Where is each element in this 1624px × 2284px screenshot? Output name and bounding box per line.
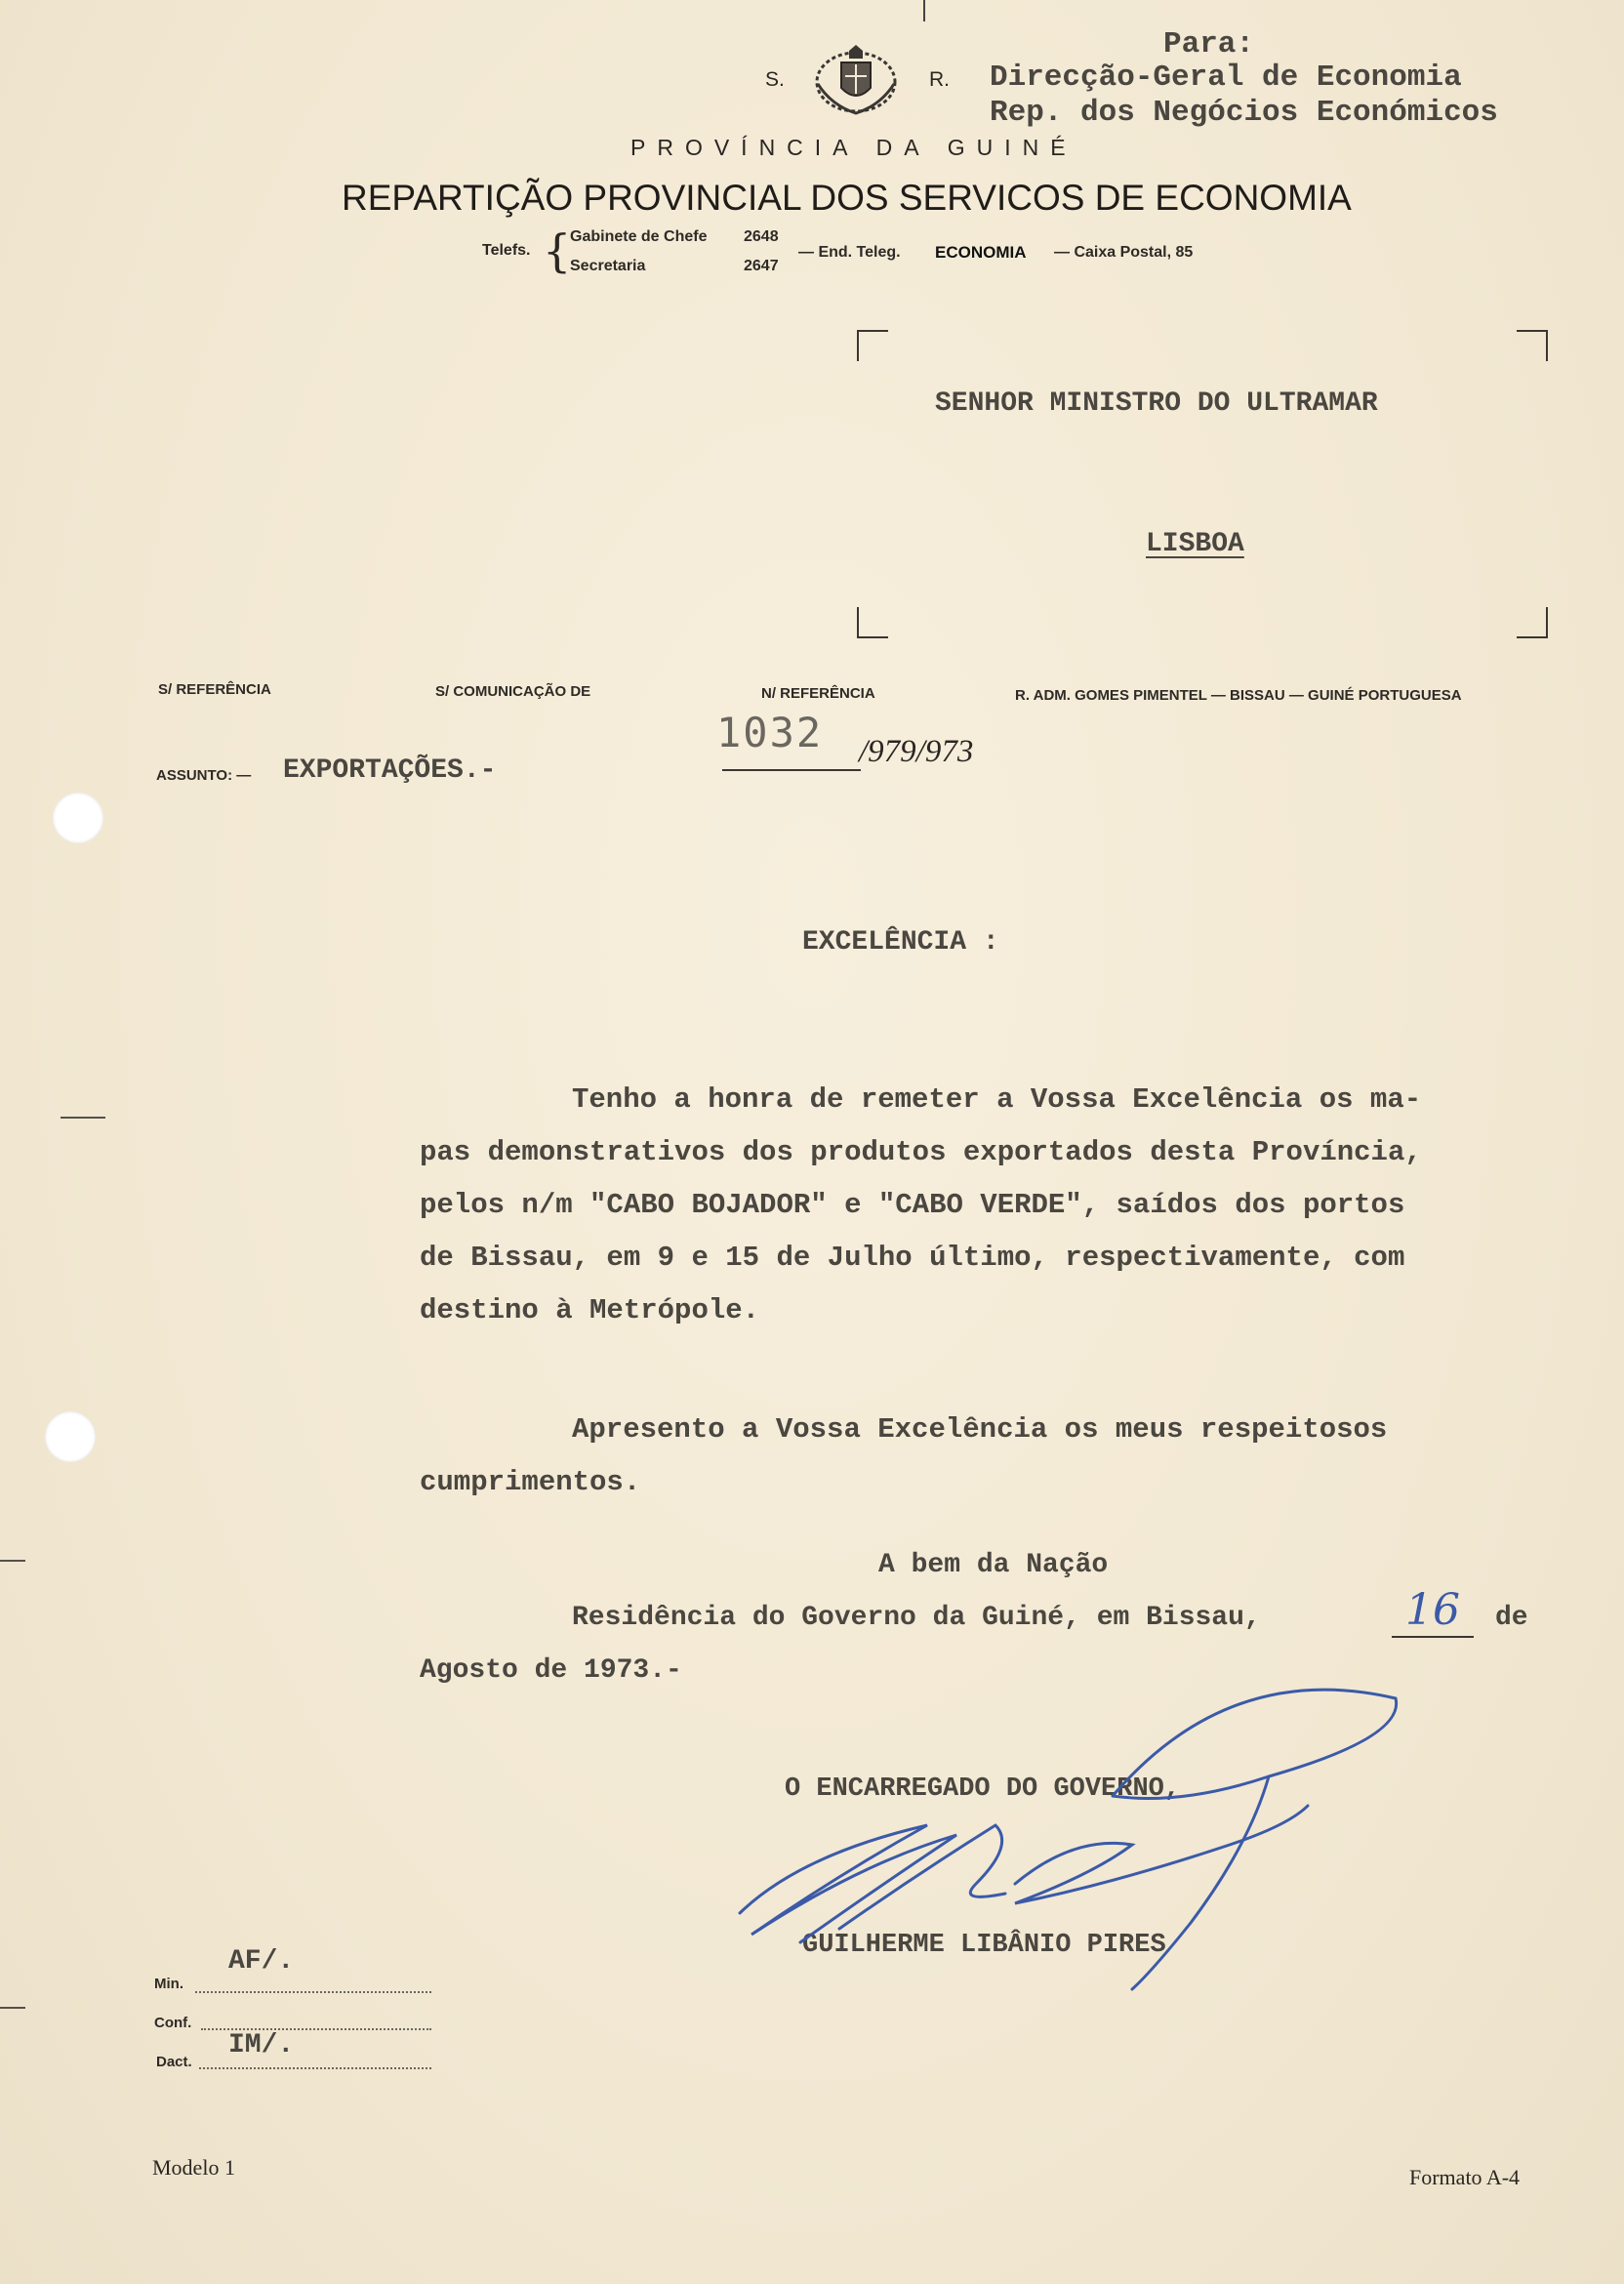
assunto-label: ASSUNTO: — [156,767,252,784]
para-label: Para: [1163,27,1255,61]
seal-right-letter: R. [929,68,950,91]
reference-number: 1032 [716,709,824,756]
phone-brace: { [543,224,572,277]
signer-name: GUILHERME LIBÂNIO PIRES [802,1931,1166,1960]
formato-label: Formato A-4 [1409,2165,1521,2189]
phone1-number: 2648 [744,228,779,245]
top-fold-mark [923,0,925,21]
reference-underline [722,769,861,771]
paragraph-2-line: Apresento a Vossa Excelência os meus respeitosos [572,1413,1388,1446]
paragraph-1-line: pas demonstrativos dos produtos exportados desta Província, [420,1136,1422,1168]
min-dotted-line [195,1991,431,1993]
seal-left-letter: S. [765,68,785,91]
margin-tick [0,2007,25,2009]
s-referencia-label: S/ REFERÊNCIA [158,681,271,698]
teleg-prefix: — End. Teleg. [798,244,901,261]
modelo-label: Modelo 1 [152,2155,235,2180]
paragraph-1-line: de Bissau, em 9 e 15 de Julho último, respectivamente, com [420,1242,1405,1274]
paragraph-1-line: pelos n/m "CABO BOJADOR" e "CABO VERDE", saídos dos portos [420,1189,1405,1221]
recipient-city: LISBOA [1146,529,1244,559]
phone1-label: Gabinete de Chefe [570,228,708,245]
window-corner [1517,330,1548,361]
margin-tick [0,1560,25,1562]
paragraph-1 [420,1074,1552,1337]
window-corner [857,330,888,361]
dact-label: Dact. [156,2054,192,2070]
margin-tick [61,1117,105,1119]
teleg-address: ECONOMIA [935,243,1027,262]
window-corner [1517,607,1548,638]
s-comunicacao-label: S/ COMUNICAÇÃO DE [435,683,591,700]
phone2-number: 2647 [744,258,779,274]
office-heading: REPARTIÇÃO PROVINCIAL DOS SERVICOS DE ECONOMIA [342,178,1352,218]
paragraph-1-line: destino à Metrópole. [420,1294,760,1326]
place-line: Residência do Governo da Guiné, em Bissau, [572,1603,1261,1633]
date-line-2: Agosto de 1973.- [420,1655,682,1686]
phone2-label: Secretaria [570,258,646,274]
punch-hole-top [53,793,103,843]
day-underline [1392,1636,1474,1638]
coat-of-arms-icon [812,45,900,119]
province-heading: PROVÍNCIA DA GUINÉ [630,135,1077,160]
handwritten-day: 16 [1405,1585,1460,1635]
n-referencia-label: N/ REFERÊNCIA [761,685,875,702]
punch-hole-bottom [45,1411,96,1462]
dact-dotted-line [199,2067,431,2069]
window-corner [857,607,888,638]
paragraph-2-line: cumprimentos. [420,1466,641,1498]
recipient: SENHOR MINISTRO DO ULTRAMAR [935,388,1378,419]
conf-label: Conf. [154,2015,192,2031]
telefs-label: Telefs. [482,242,531,259]
signature-scribble [722,1679,1425,1991]
min-value: AF/. [228,1946,295,1977]
postal-box: — Caixa Postal, 85 [1054,244,1194,261]
paragraph-1-line: Tenho a honra de remeter a Vossa Excelência os ma- [572,1083,1422,1116]
para-line-1: Direcção-Geral de Economia [990,61,1462,95]
closing-formula: A bem da Nação [878,1550,1109,1580]
signer-title: O ENCARREGADO DO GOVERNO, [785,1774,1181,1804]
dact-value: IM/. [228,2030,295,2060]
paragraph-2 [420,1404,1552,1509]
office-street-address: R. ADM. GOMES PIMENTEL — BISSAU — GUINÉ PORTUGUESA [1015,687,1462,704]
para-line-2: Rep. dos Negócios Económicos [990,96,1498,130]
min-label: Min. [154,1976,183,1992]
assunto-value: EXPORTAÇÕES.- [283,755,497,786]
date-de: de [1495,1603,1528,1633]
salutation: EXCELÊNCIA : [802,927,999,958]
reference-suffix: /979/973 [859,734,974,769]
